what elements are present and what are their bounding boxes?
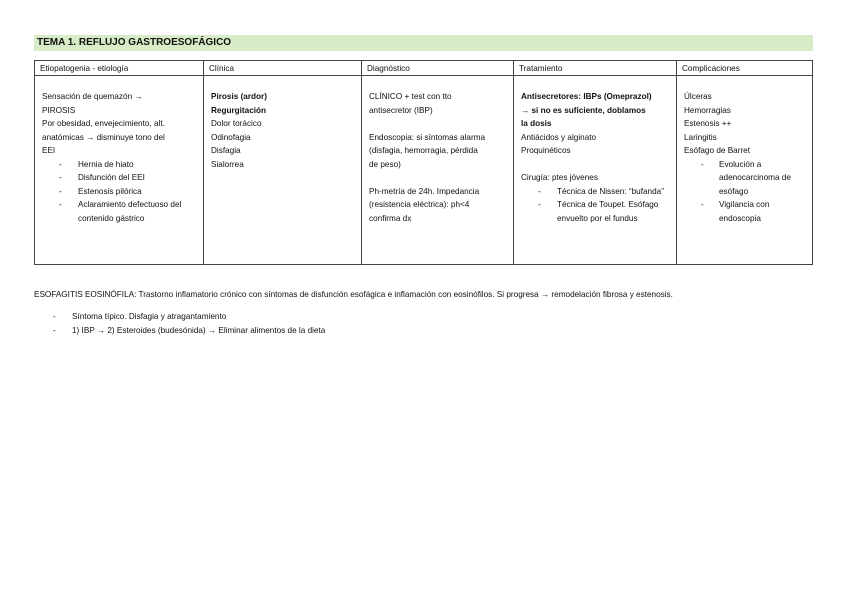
text-line: Laringitis	[684, 132, 717, 142]
text-line: Disfagia	[211, 146, 241, 155]
text-line: Ph-metría de 24h. Impedancia	[369, 186, 480, 196]
list-item: - Técnica de Nissen: “bufanda”	[521, 185, 672, 199]
text-line: Esófago de Barret	[684, 146, 750, 155]
text-line-bold: Pirosis (ardor)	[211, 92, 267, 101]
text-line: antisecretor (IBP)	[369, 105, 433, 115]
header-complicaciones: Complicaciones	[677, 61, 813, 76]
spacer	[521, 158, 672, 172]
summary-table	[34, 60, 813, 265]
spacer	[369, 117, 509, 131]
barret-list	[684, 158, 808, 226]
cell-tratamiento	[514, 76, 677, 265]
text-line-bold: Regurgitación	[211, 105, 267, 115]
text-line: Proquinéticos	[521, 146, 571, 155]
text-line: Antiácidos y alginato	[521, 132, 597, 142]
text-line: Hemorragias	[684, 105, 731, 115]
list-item: - Vigilancia con endoscopia	[684, 198, 808, 225]
cirugia-list	[521, 185, 672, 226]
text-line: Estenosis ++	[684, 119, 732, 128]
cell-complicaciones	[677, 76, 813, 265]
text-line-bold: la dosis	[521, 119, 552, 128]
text-line: CLÍNICO + test con tto	[369, 92, 452, 101]
spacer	[369, 171, 509, 185]
text-line: confirma dx	[369, 213, 412, 223]
cell-diagnostico	[362, 76, 514, 265]
text-line: Úlceras	[684, 92, 712, 101]
text-line: Sialorrea	[211, 159, 244, 169]
esofagitis-notes	[34, 310, 325, 338]
text-line-bold: Antisecretores: IBPs (Omeprazol)	[521, 92, 652, 101]
text-line: anatómicas → disminuye tono del	[42, 132, 165, 142]
cell-etiopatogenia	[35, 76, 204, 265]
text-line: Sensación de quemazón →	[42, 92, 143, 101]
header-etiopatogenia: Etiopatogenia - etiología	[35, 61, 204, 76]
list-item: - Hernia de hiato	[42, 158, 199, 172]
cell-clinica	[204, 76, 362, 265]
list-item: - Disfunción del EEI	[42, 171, 199, 185]
header-tratamiento: Tratamiento	[514, 61, 677, 76]
table-header-row	[35, 61, 813, 76]
text-line-bold: → si no es suficiente, doblamos	[521, 105, 646, 115]
text-line: Endoscopia: si síntomas alarma	[369, 132, 486, 142]
list-item: - Técnica de Toupet. Esófago envuelto por el fundus	[521, 198, 672, 225]
etiologia-list	[42, 158, 199, 226]
text-line: Dolor torácico	[211, 119, 262, 128]
text-line: EEI	[42, 146, 56, 155]
text-line: Odinofagia	[211, 132, 251, 142]
text-line: PIROSIS	[42, 105, 76, 115]
header-diagnostico: Diagnóstico	[362, 61, 514, 76]
text-line: (resistencia eléctrica): ph<4	[369, 200, 470, 209]
list-item: - Síntoma típico. Disfagia y atragantamiento	[34, 310, 325, 324]
page-title: TEMA 1. REFLUJO GASTROESOFÁGICO	[34, 35, 813, 51]
text-line: de peso)	[369, 159, 401, 169]
esofagitis-paragraph: ESOFAGITIS EOSINÓFILA: Trastorno inflamatorio crónico con síntomas de disfunción esofágica e inflamación con eosinófilos. Si progresa → remodelación fibrosa y estenosis.	[34, 290, 673, 299]
table-row	[35, 76, 813, 265]
text-line: Por obesidad, envejecimiento, alt.	[42, 119, 165, 128]
list-item: - Evolución a adenocarcinoma de esófago	[684, 158, 808, 199]
text-line: (disfagia, hemorragia, pérdida	[369, 146, 478, 155]
list-item: - Estenosis pilórica	[42, 185, 199, 199]
list-item: - Aclaramiento defectuoso del contenido gástrico	[42, 198, 199, 225]
text-line: Cirugía: ptes jóvenes	[521, 173, 598, 182]
header-clinica: Clínica	[204, 61, 362, 76]
list-item: - 1) IBP → 2) Esteroides (budesónida) → Eliminar alimentos de la dieta	[34, 324, 325, 338]
